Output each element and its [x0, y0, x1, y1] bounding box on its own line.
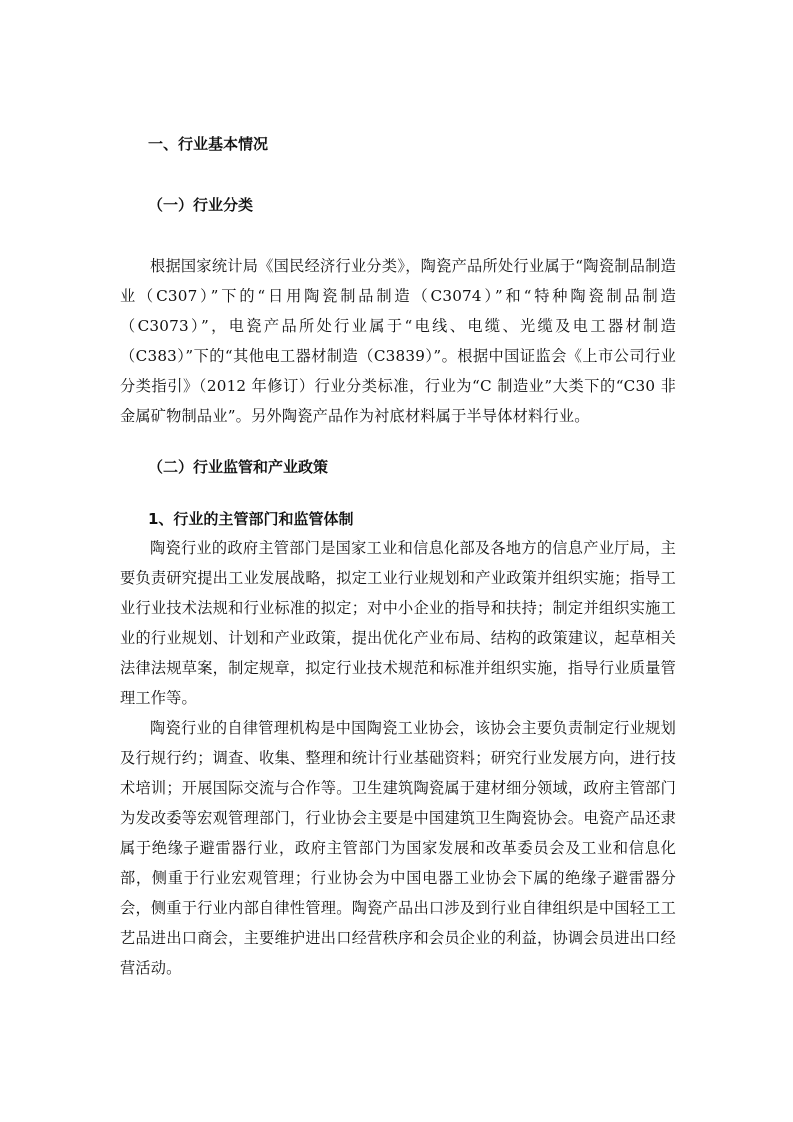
paragraph-self-regulatory: 陶瓷行业的自律管理机构是中国陶瓷工业协会，该协会主要负责制定行业规划及行规行约；调查、收集、整理和统计行业基础资料；研究行业发展方向，进行技术培训；开展国际交流与合作等。卫生建筑陶瓷属于建材细分领域，政府主管部门为发改委等宏观管理部门，行业协会主要是中国建筑卫生陶瓷协会。电瓷产品还隶属于绝缘子避雷器行业，政府主管部门为国家发展和改革委员会及工业和信息化部，侧重于行业宏观管理；行业协会为中国电器工业协会下属的绝缘子避雷器分会，侧重于行业内部自律性管理。陶瓷产品出口涉及到行业自律组织是中国轻工工艺品进出口商会，主要维护进出口经营秩序和会员企业的利益，协调会员进出口经营活动。	[120, 719, 676, 977]
section-title: 一、行业基本情况	[148, 135, 269, 153]
document-body	[120, 130, 676, 983]
subsection-title-industry-classification: （一）行业分类	[148, 196, 254, 214]
item-title-authorities: 1、行业的主管部门和监管体制	[148, 510, 354, 528]
paragraph-industry-classification: 根据国家统计局《国民经济行业分类》，陶瓷产品所处行业属于“陶瓷制品制造业（C307）”下的“日用陶瓷制品制造（C3074）”和“特种陶瓷制品制造（C3073）”，电瓷产品所处行业属于“电线、电缆、光缆及电工器材制造（C383）”下的“其他电工器材制造（C3839）”。根据中国证监会《上市公司行业分类指引》（2012 年修订）行业分类标准，行业为“C 制造业”大类下的“C30 非金属矿物制品业”。另外陶瓷产品作为衬底材料属于半导体材料行业。	[120, 257, 676, 425]
paragraph-government-authority: 陶瓷行业的政府主管部门是国家工业和信息化部及各地方的信息产业厅局，主要负责研究提出工业发展战略，拟定工业行业规划和产业政策并组织实施；指导工业行业技术法规和行业标准的拟定；对中小企业的指导和扶持；制定并组织实施工业的行业规划、计划和产业政策，提出优化产业布局、结构的政策建议，起草相关法律法规草案，制定规章，拟定行业技术规范和标准并组织实施，指导行业质量管理工作等。	[120, 539, 676, 707]
subsection-title-regulation-policy: （二）行业监管和产业政策	[148, 458, 329, 476]
